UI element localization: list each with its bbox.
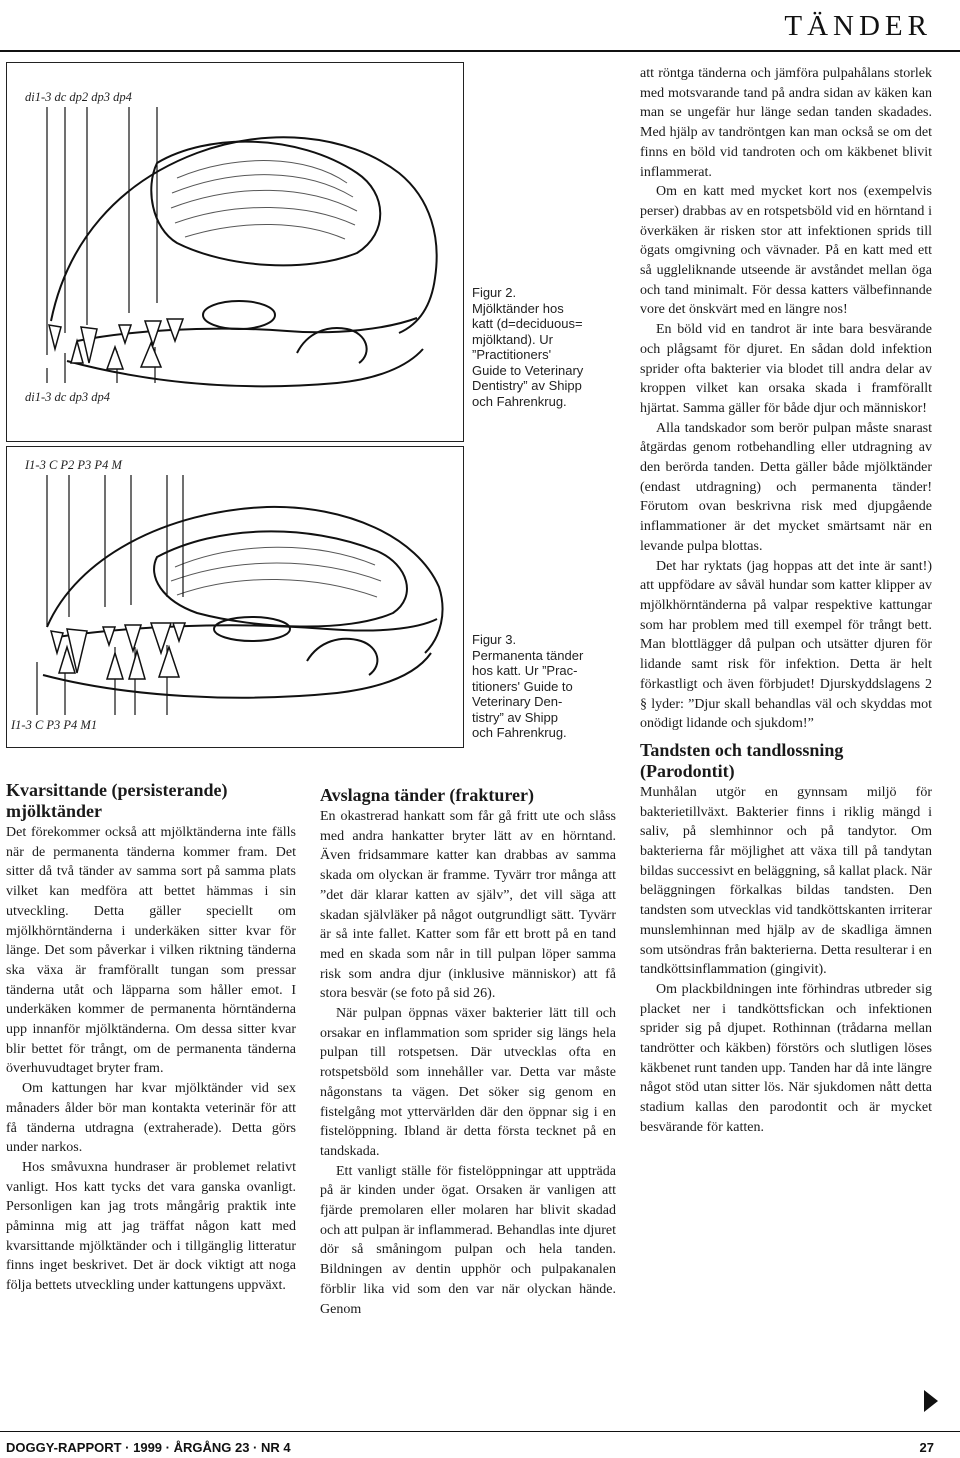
figure-2-top-labels: di1-3 dc dp2 dp3 dp4 — [25, 90, 132, 104]
continue-arrow-icon — [924, 1390, 938, 1412]
skull-illustration-deciduous — [7, 63, 464, 442]
caption-line: Figur 3. — [472, 632, 517, 647]
body-paragraph: Alla tandskador som berör pulpan måste snarast åtgärdas genom rotbehandling eller utdragning av den berörda tanden. Detta gäller både mjölktänder (endast utdragning) och permanenta tänder! Förutom ovan beskrivna risk med djupgående inflammationer är det mycket smärtsamt när en levande pulpa blottas. — [640, 420, 932, 554]
section-heading-tartar: Tandsten och tandlossning (Parodontit) — [640, 739, 844, 781]
body-paragraph: att röntga tänderna och jämföra pulpahålans storlek med motsvarande tand på andra sidan av käken kan man se ungefär hur länge sedan tanden skadades. Med hjälp av tandröntgen kan man också se om det finns en böld vid tandroten och om käkbenet blivit inflammerat. — [640, 66, 932, 180]
article-column-1 — [6, 780, 296, 1296]
caption-line: Permanenta tänder — [472, 647, 584, 663]
body-paragraph: Det förekommer också att mjölktänderna inte fälls när de permanenta tänderna kommer fram. Det sitter då två tänder av samma sort på samma plats vilket kan medföra att bettet hämmas i sin utveckling. Detta gäller speciellt om mjölkhörntänderna i underkäken sitter kvar för länge. Det som påverkar i vilken riktning tänderna ska växa är framförallt tungan som pressar tänderna utåt och läpparna som håller emot. I underkäken kommer de permanenta hörntänderna upp innanför mjölktänderna. Om dessa sitter kvar blir bettet för trångt, om de permanenta tänderna överhuvudtaget bryter fram. — [6, 825, 296, 1077]
figure-2-bottom-labels: di1-3 dc dp3 dp4 — [25, 390, 111, 404]
caption-line: Guide to Veterinary — [472, 362, 584, 378]
caption-line: Dentistry” av Shipp — [472, 378, 582, 393]
footer-divider — [0, 1431, 960, 1432]
caption-line: titioners' Guide to — [472, 678, 573, 694]
body-paragraph: Om kattungen har kvar mjölktänder vid sex månaders ålder bör man kontakta veterinär för att få tänderna utdragna (extraherade). Detta görs under narkos. — [6, 1081, 296, 1156]
page-title: TÄNDER — [784, 10, 932, 42]
footer-publication: DOGGY-RAPPORT · 1999 · ÅRGÅNG 23 · NR 4 — [6, 1440, 291, 1455]
figure-3-permanent-teeth — [6, 446, 464, 748]
body-paragraph: Om plackbildningen inte förhindras utbreder sig placket ner i tandköttsfickan och infektionen sprider sig på djupet. Rothinnan (trådarna mellan tandrötter och käkben) förstörs och slutligen löses käkbenet runt tanden upp. Tanden har då inte längre något stöd utan sitter lös. När sjukdomen nått detta stadium kallas den parodontit och är mycket besvärande för katten. — [640, 981, 932, 1135]
caption-line: och Fahrenkrug. — [472, 393, 567, 409]
body-paragraph: Munhålan utgör en gynnsam miljö för bakterietillväxt. Bakterier finns i riklig mängd i saliv, på slemhinnor och på tandytor. Om bakterierna får möjlighet att växa till på tandytan bildas successivt en beläggning, så kallat plack. När beläggningen förkalkas bildas tandsten. Den tandsten som utvecklas vid tandköttskanten irriterar munslemhinnan med hjälp av de skadliga ämnen som utsöndras från bakterierna. Detta resulterar i en tandköttsinflammation (gingivit). — [640, 784, 932, 978]
page-number: 27 — [919, 1440, 934, 1455]
body-paragraph: Om en katt med mycket kort nos (exempelvis perser) drabbas av en rotspetsböld vid en hörntand i överkäken är risken stor att infektionen sprids till ögats omgivning och vävnader. På en katt med ett så uggleliknande utseende är avståndet mellan öga och tand minimalt. För dessa katters välbefinnande vore det önskvärt med en längre nos! — [640, 184, 932, 318]
body-paragraph: Hos småvuxna hundraser är problemet relativt vanligt. Hos katt tycks det vara ganska ovanligt. Personligen kan jag trots mångårig praktik inte påminna mig att jag träffat någon katt med kvarsittande mjölktänder och i tillgänglig litteratur finns inget beskrivet. Det är dock viktigt att noga följa bettets utveckling under kattungens uppväxt. — [6, 1159, 296, 1294]
caption-line: hos katt. Ur ”Prac- — [472, 663, 578, 678]
body-paragraph: När pulpan öppnas växer bakterier lätt till och orsakar en inflammation som sprider sig längs hela pulpan till rotspetsen. Där utvecklas ofta en rotspetsböld som innehåller var. Detta var måste någonstans ta vägen. Det söker sig genom en fistelgång mot yttervärlden där den öppnar sig i en fistelöppning. Ibland är detta första tecknet på en tandskada. — [320, 1006, 616, 1159]
figure-3-top-labels: I1-3 C P2 P3 P4 M — [25, 458, 122, 472]
section-heading-persistent-teeth: Kvarsittande (persisterande) mjölktänder — [6, 780, 228, 821]
section-heading-fractures: Avslagna tänder (frakturer) — [320, 785, 534, 805]
caption-line: och Fahrenkrug. — [472, 725, 567, 740]
body-paragraph: Det har ryktats (jag hoppas att det inte är sant!) att uppfödare av såväl hundar som katter klipper av mjölkhörntänderna på valpar respektive kattungar som har problem med till exempel för trångt bett. Man blottlägger då pulpan och utsätter djuren för lidande samt risk för infektion. Detta är helt förkastligt och även förbjudet! Djurskyddslagens 2 § lyder: ”Djur skall behandlas väl och skyddas mot onödigt lidande och sjukdom!” — [640, 558, 932, 732]
caption-line: tistry” av Shipp — [472, 709, 558, 725]
caption-line: katt (d=deciduous= — [472, 316, 583, 331]
caption-line: Figur 2. — [472, 285, 517, 300]
body-paragraph: En okastrerad hankatt som får gå fritt ute och slåss med andra hankatter bryter lätt av en hörntand. Även fridsammare katter kan drabbas av samma skada om olyckan är framme. Tyvärr tror många att ”det där klarar katten av själv”, det vill säga att skadan självläker på något outgrundligt sätt. Tyvärr är så inte fallet. Katter som får ett brott på en tand med en skada som når in till pulpan löper samma risk som andra djur (inklusive människor) att få stora besvär (se foto på sid 26). — [320, 809, 616, 1002]
article-column-3 — [640, 64, 932, 1138]
skull-illustration-permanent — [7, 447, 464, 748]
body-paragraph: Ett vanligt ställe för fistelöppningar att uppträda på är kinden under ögat. Orsaken är vanligen att fjärde premolaren eller molaren har blivit skadad och att pulpan är inflammerad. Behandlas inte djuret dör så småningom pulpan och hela tanden. Bildningen av dentin upphör och pulpakanalen förblir lika vid som den var när olyckan hände. Genom — [320, 1163, 616, 1317]
caption-line: mjölktand). Ur — [472, 331, 553, 347]
title-divider — [0, 50, 960, 52]
body-paragraph: En böld vid en tandrot är inte bara besvärande och plågsamt för djuret. En sådan dold infektion sprider ofta bakterier via blodet till andra delar av kroppen vilket kan orsaka skada i framförallt hjärtat. Samma gäller för både djur och människor! — [640, 322, 932, 416]
figure-2-caption — [472, 285, 617, 409]
caption-line: Veterinary Den- — [472, 694, 563, 709]
figure-3-bottom-labels: I1-3 C P3 P4 M1 — [11, 718, 98, 732]
article-column-2 — [320, 785, 616, 1319]
caption-line: Mjölktänder hos — [472, 300, 564, 316]
figure-2-deciduous-teeth — [6, 62, 464, 442]
figure-3-caption — [472, 632, 617, 741]
caption-line: ”Practitioners' — [472, 347, 552, 362]
